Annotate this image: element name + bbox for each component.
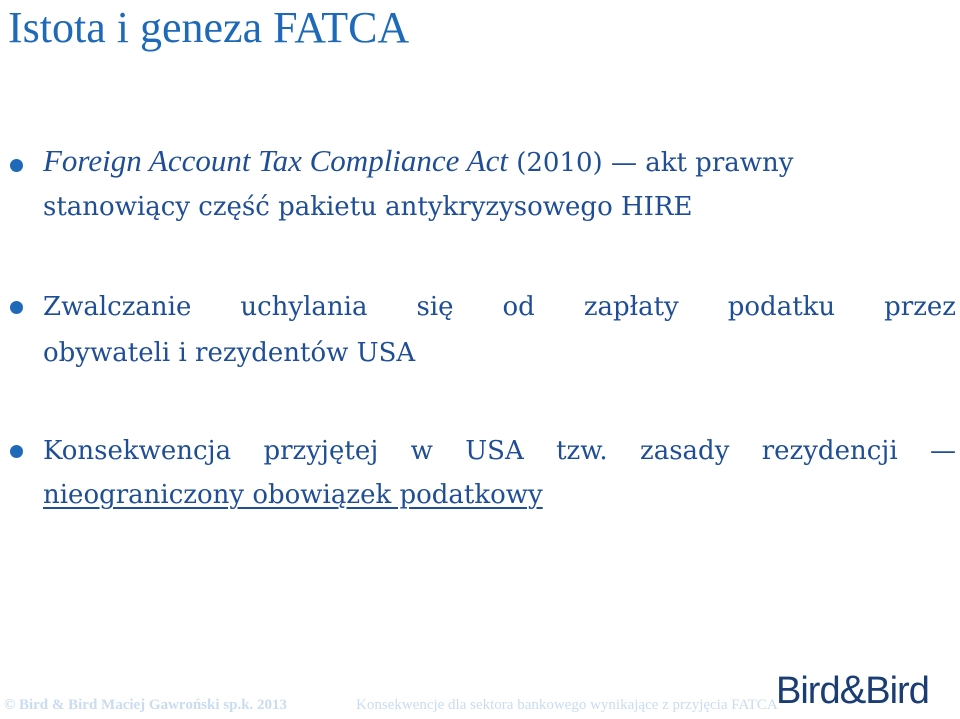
- word: od: [502, 292, 535, 322]
- bullet-dot-icon: [10, 159, 23, 172]
- bullet-line: obywateli i rezydentów USA: [43, 338, 416, 368]
- footer-copyright: © Bird & Bird Maciej Gawroński sp.k. 2013: [4, 697, 288, 713]
- bullet-line: stanowiący część pakietu antykryzysowego HIRE: [43, 192, 693, 222]
- bullet-dot-icon: [10, 445, 23, 458]
- word: zasady: [640, 436, 730, 466]
- act-description: (2010) — akt prawny: [516, 148, 794, 178]
- word: Zwalczanie: [43, 292, 192, 322]
- bullet-line: [43, 143, 956, 178]
- logo-ampersand: &: [839, 668, 866, 712]
- bullet-line-underlined: nieograniczony obowiązek podatkowy: [43, 480, 543, 510]
- bullet-line: [43, 292, 956, 322]
- word: USA: [465, 436, 524, 466]
- word: uchylania: [240, 292, 368, 322]
- word: w: [410, 436, 433, 466]
- word: tzw.: [556, 436, 608, 466]
- footer-subtitle: Konsekwencje dla sektora bankowego wynikające z przyjęcia FATCA: [356, 697, 778, 713]
- logo-part-1: Bird: [776, 670, 840, 712]
- word: —: [930, 436, 956, 466]
- word: się: [416, 292, 454, 322]
- bullet-dot-icon: [10, 301, 23, 314]
- word: rezydencji: [761, 436, 898, 466]
- bullet-line: [43, 436, 956, 466]
- word: przez: [884, 292, 956, 322]
- act-name: Foreign Account Tax Compliance Act: [43, 143, 508, 178]
- slide-title: Istota i geneza FATCA: [8, 3, 410, 52]
- word: zapłaty: [583, 292, 679, 322]
- word: przyjętej: [263, 436, 379, 466]
- word: Konsekwencja: [43, 436, 232, 466]
- logo-part-2: Bird: [865, 670, 929, 712]
- word: podatku: [727, 292, 836, 322]
- bird-and-bird-logo: [776, 668, 929, 713]
